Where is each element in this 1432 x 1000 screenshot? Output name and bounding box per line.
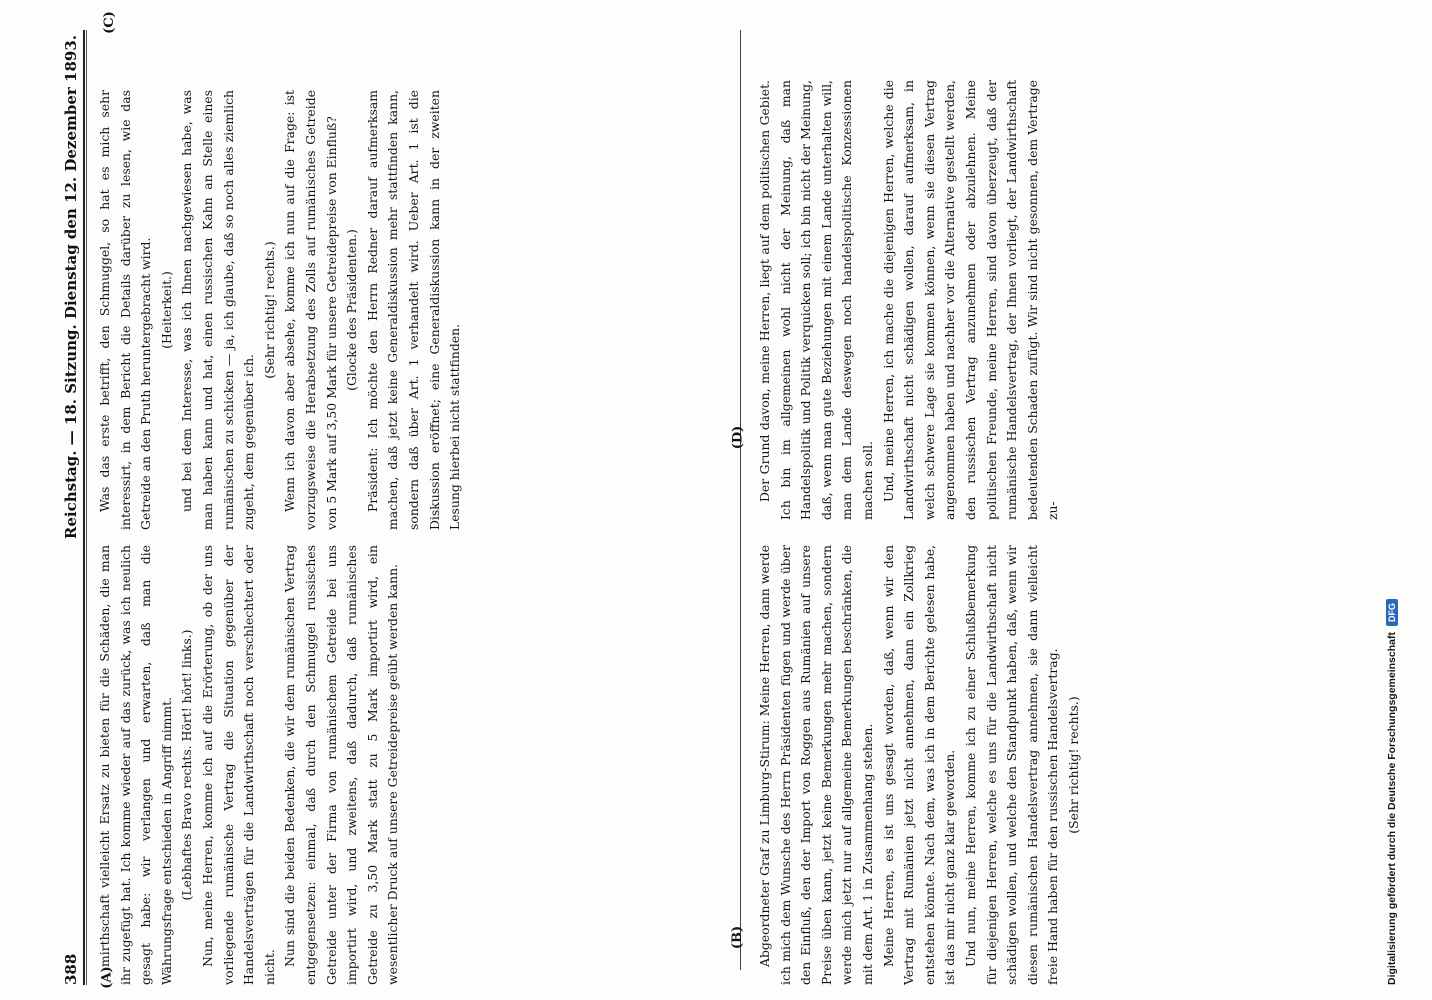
paragraph: Und nun, meine Herren, komme ich zu einer Schlußbemerkung für diejenigen Herren, welche es uns für die Landwirthschaft nicht schädigen wollen, und welche den Standpunkt haben, daß, wenn wir diesen rumänischen Handelsvertrag annehmen, sie dann vielleicht freie Hand haben für den russischen Handelsvertrag. bbox=[962, 545, 1061, 985]
column-divider bbox=[740, 30, 741, 970]
president-speech: Präsident: Ich möchte den Herrn Redner darauf aufmerksam machen, daß jetzt keine Generaldiskussion mehr stattfinden kann, sondern daß über Art. 1 verhandelt wird. Ueber Art. 1 ist die Diskussion eröffnet; eine Generaldiskussion kann in der zweiten Lesung hierbei nicht stattfinden. bbox=[364, 90, 463, 530]
margin-mark-a: (A) bbox=[99, 966, 115, 989]
paragraph: Nun, meine Herren, komme ich auf die Erörterung, ob der uns vorliegende rumänische Vertrag die Situation gegenüber der Handelsverträgen für die Landwirthschaft noch verschlechtert oder nicht. bbox=[199, 545, 277, 985]
dfg-credit bbox=[1386, 25, 1398, 985]
interjection: (Sehr richtig! rechts.) bbox=[1065, 696, 1081, 834]
paragraph: Nun sind die beiden Bedenken, die wir dem rumänischen Vertrag entgegensetzen: einmal, daß durch den Schmuggel russisches Getreide unter der Firma von rumänischem Getreide bei uns importirt wird, und zweitens, daß dadurch, daß rumänisches Getreide zu 3,50 Mark statt zu 5 Mark importirt wird, ein wesentlicher Druck auf unsere Getreidepreise geübt werden kann. bbox=[282, 545, 401, 985]
paragraph: mirthschaft vielleicht Ersatz zu bieten für die Schäden, die man ihr zugefügt hat. Ich komme wieder auf das zurück, was ich neulich gesagt habe: wir verlangen und erwarten, daß man die Währungsfrage entschieden in Angriff nimmt. bbox=[97, 545, 174, 985]
dfg-logo: DFG bbox=[1386, 599, 1398, 626]
speaker-paragraph: Abgeordneter Graf zu Limburg-Stirum: Meine Herren, dann werde ich mich dem Wunsche des Herrn Präsidenten fügen und werde über den Einfluß, den der Import von Roggen aus Rumänien auf unsere Preise üben kann, jetzt keine Bemerkungen mehr machen, sondern werde mich jetzt nur auf allgemeine Bemerkungen beschränken, die mit dem Art. 1 in Zusammenhang stehen. bbox=[757, 545, 875, 985]
margin-mark-b: (B) bbox=[730, 925, 746, 950]
page-number: 388 bbox=[62, 953, 80, 985]
right-page-column-2 bbox=[755, 80, 1061, 520]
header-rule bbox=[83, 30, 85, 985]
paragraph: Wenn ich davon aber absehe, komme ich nun auf die Frage: ist vorzugsweise die Herabsetzung des Zolls auf rumänisches Getreide von 5 Mark auf 3,50 Mark für unsere Getreidepreise von Einfluß? bbox=[282, 90, 339, 530]
dfg-credit-strip bbox=[1386, 10, 1426, 990]
header-rule-thin bbox=[86, 30, 87, 985]
margin-mark-c: (C) bbox=[101, 11, 117, 34]
left-page-column-1 bbox=[95, 545, 401, 985]
publication-title: Reichstag. — 18. Sitzung. Dienstag den 12. Dezember 1893. bbox=[62, 35, 80, 540]
left-page-column-2 bbox=[95, 90, 463, 530]
interjection: (Sehr richtig! rechts.) bbox=[261, 241, 277, 379]
margin-mark-d: (D) bbox=[730, 425, 746, 450]
right-page-column-1 bbox=[755, 545, 1081, 985]
paragraph: Und, meine Herren, ich mache die diejenigen Herren, welche die Landwirthschaft nicht schädigen wollen, darauf aufmerksam, in welch schwere Lage sie kommen können, wenn sie diesen Vertrag angenommen haben und nachher vor die Alternative gestellt werden, den russischen Vertrag anzunehmen oder abzulehnen. Meine politischen Freunde, meine Herren, sind davon überzeugt, daß der rumänische Handelsvertrag, der Ihnen vorliegt, der Landwirthschaft bedeutenden Schaden zufügt. Wir sind nicht gesonnen, dem Vertrage zu- bbox=[880, 80, 1061, 520]
paragraph: Der Grund davon, meine Herren, liegt auf dem politischen Gebiet. Ich bin im allgemeinen wohl nicht der Meinung, daß man Handelspolitik und Politik verquicken soll; ich bin nicht der Meinung, daß, wenn man gute Beziehungen mit einem Lande unterhalten will, man dem Lande deswegen noch handelspolitische Konzessionen machen soll. bbox=[757, 80, 875, 520]
paragraph: Meine Herren, es ist uns gesagt worden, daß, wenn wir den Vertrag mit Rumänien jetzt nicht annehmen, dann ein Zollkrieg entstehen könnte. Nach dem, was ich in dem Berichte gelesen habe, ist das mir nicht ganz klar geworden. bbox=[880, 545, 958, 985]
interjection: (Glocke des Präsidenten.) bbox=[344, 229, 360, 391]
dfg-credit-text: Digitalisierung gefördert durch die Deutsche Forschungsgemeinschaft bbox=[1386, 632, 1398, 985]
running-header bbox=[56, 35, 80, 985]
interjection: (Lebhaftes Bravo rechts. Hört! hört! links.) bbox=[179, 629, 195, 901]
paragraph: und bei dem Interesse, was ich Ihnen nachgewiesen habe, was man haben kann und hat, einen russischen Kahn an Stelle eines rumänischen zu schicken — ja, ich glaube, daß so noch alles ziemlich zugeht, dem gegenüber ich. bbox=[179, 90, 257, 530]
interjection: (Heiterkeit.) bbox=[158, 271, 174, 349]
paragraph: Was das erste betrifft, den Schmuggel, so hat es mich sehr interessirt, in dem Bericht die Details darüber zu lesen, wie das Getreide an den Pruth heruntergebracht wird. bbox=[97, 90, 154, 530]
